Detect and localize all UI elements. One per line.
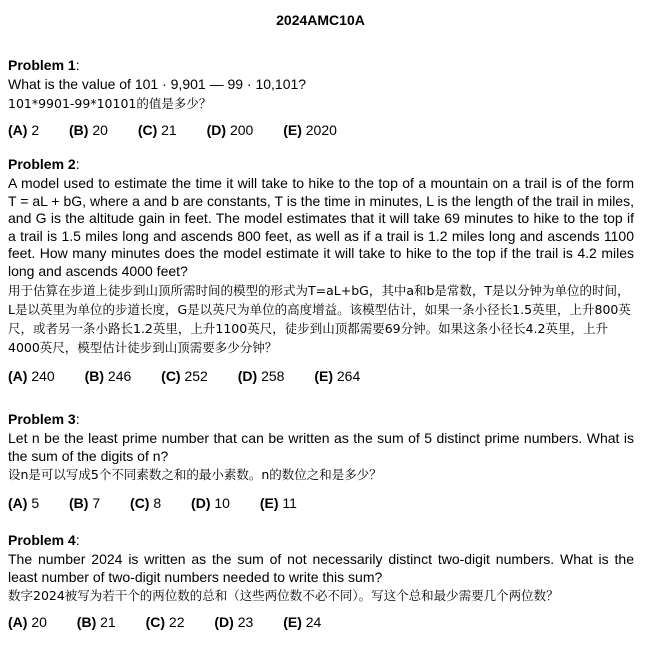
choice-value: 7 (92, 495, 101, 512)
choice-b (69, 121, 108, 139)
problem-label: Problem 3 (8, 411, 76, 427)
choice-d (214, 613, 253, 631)
choice-b (77, 613, 116, 631)
choice-value: 10 (214, 495, 230, 512)
problem-text-english: Let n be the least prime number that can be written as the sum of 5 distinct prime numbers. What is the sum of the digits of n? (8, 430, 634, 464)
choice-value: 240 (31, 367, 55, 384)
choice-letter: (C) (137, 121, 158, 138)
choice-letter: (A) (8, 614, 28, 631)
choice-value: 200 (229, 121, 254, 138)
choice-c (146, 613, 185, 631)
answer-choices (8, 494, 634, 512)
choice-letter: (E) (259, 495, 279, 512)
choice-value: 11 (282, 495, 297, 512)
problem-heading: Problem 3: (8, 411, 80, 427)
choice-value: 24 (305, 614, 322, 631)
problem-label: Problem 1 (8, 57, 76, 73)
choice-letter: (A) (8, 367, 28, 384)
choice-letter: (A) (8, 495, 28, 512)
choice-letter: (D) (214, 614, 234, 631)
choice-value: 22 (168, 614, 185, 631)
choice-letter: (B) (76, 614, 97, 631)
choice-e (260, 494, 297, 512)
choice-d (238, 367, 285, 385)
choice-letter: (E) (283, 614, 302, 631)
problem-label: Problem 4 (8, 532, 76, 548)
choice-e (314, 367, 360, 385)
choice-letter: (D) (237, 367, 258, 384)
choice-a (8, 121, 39, 139)
problem-heading: Problem 4: (8, 532, 80, 548)
choice-value: 246 (107, 367, 132, 384)
choice-letter: (C) (145, 614, 166, 631)
choice-letter: (B) (84, 367, 105, 384)
choice-c (161, 367, 208, 385)
choice-letter: (A) (8, 121, 28, 138)
problem-text-chinese: 数字2024被写为若干个的两位数的总和（这些两位数不必不同）。写这个总和最少需要几个两位数？ (8, 588, 559, 604)
choice-e (283, 121, 337, 139)
choice-b (69, 494, 100, 512)
choice-value: 21 (161, 121, 177, 138)
choice-value: 258 (261, 367, 285, 384)
answer-choices (8, 613, 634, 631)
choice-a (8, 494, 39, 512)
answer-choices (8, 367, 634, 385)
choice-value: 20 (92, 121, 108, 138)
problem-heading: Problem 1: (8, 57, 80, 73)
choice-value: 264 (336, 367, 361, 384)
choice-letter: (D) (206, 121, 227, 138)
choice-value: 8 (153, 495, 162, 512)
choice-d (191, 494, 230, 512)
document-title: 2024AMC10A (276, 12, 365, 28)
choice-value: 23 (237, 614, 254, 631)
choice-value: 5 (31, 495, 40, 512)
problem-text-english: A model used to estimate the time it will take to hike to the top of a mountain on a trail is of the form T = aL + bG, where a and b are constants, T is the time in minutes, L is the length of the trail in miles, and G is the altitude gain in feet. The model estimates that it will take 69 minutes to hike to the top if a trail is 1.5 miles long and ascends 800 feet, as well as if a trail is 1.2 miles long and ascends 1100 feet. How many minutes does the model estimate it will take to hike to the top if the trail is 4.2 miles long and ascends 4000 feet? (8, 175, 634, 279)
choice-b (85, 367, 132, 385)
choice-a (8, 367, 55, 385)
problem-heading: Problem 2: (8, 156, 80, 172)
choice-letter: (C) (130, 495, 150, 512)
problem-text-chinese: 101*9901-99*10101的值是多少？ (8, 95, 212, 111)
choice-value: 21 (100, 614, 116, 631)
choice-letter: (E) (283, 121, 302, 138)
choice-d (207, 121, 254, 139)
choice-c (138, 121, 177, 139)
choice-c (130, 494, 161, 512)
problem-text-chinese: 用于估算在步道上徒步到山顶所需时间的模型的形式为T=aL+bG，其中a和b是常数，T是以分钟为单位的时间，L是以英里为单位的步道长度，G是以英尺为单位的高度增益。该模型估计，如果一条小径长1.5英里，上升800英尺，或者另一条小路长1.2英里，上升1100英尺，徒步到山顶都需要69分钟。如果这条小径长4.2英里，上升4000英尺，模型估计徒步到山顶需要多少分钟？ (8, 282, 631, 355)
choice-a (8, 613, 47, 631)
problem-4 (8, 531, 634, 631)
problem-text-english: What is the value of 101 · 9,901 — 99 · 10,101? (8, 76, 307, 92)
choice-letter: (C) (161, 367, 181, 384)
choice-value: 20 (31, 614, 47, 631)
choice-letter: (D) (191, 495, 211, 512)
problem-text-chinese: 设n是可以写成5个不同素数之和的最小素数。n的数位之和是多少？ (8, 467, 382, 483)
answer-choices (8, 121, 634, 139)
problem-label: Problem 2 (8, 156, 76, 172)
choice-value: 252 (184, 367, 208, 384)
choice-value: 2 (31, 121, 40, 138)
problem-1 (8, 56, 634, 139)
choice-value: 2020 (305, 121, 337, 138)
problem-text-english: The number 2024 is written as the sum of not necessarily distinct two-digit numbers. What is the least number of two-digit numbers needed to write this sum? (8, 551, 634, 585)
choice-e (283, 613, 321, 631)
choice-letter: (B) (69, 495, 89, 512)
problem-2 (8, 155, 634, 385)
problem-3 (8, 410, 634, 512)
choice-letter: (E) (314, 367, 333, 384)
choice-letter: (B) (69, 121, 89, 138)
